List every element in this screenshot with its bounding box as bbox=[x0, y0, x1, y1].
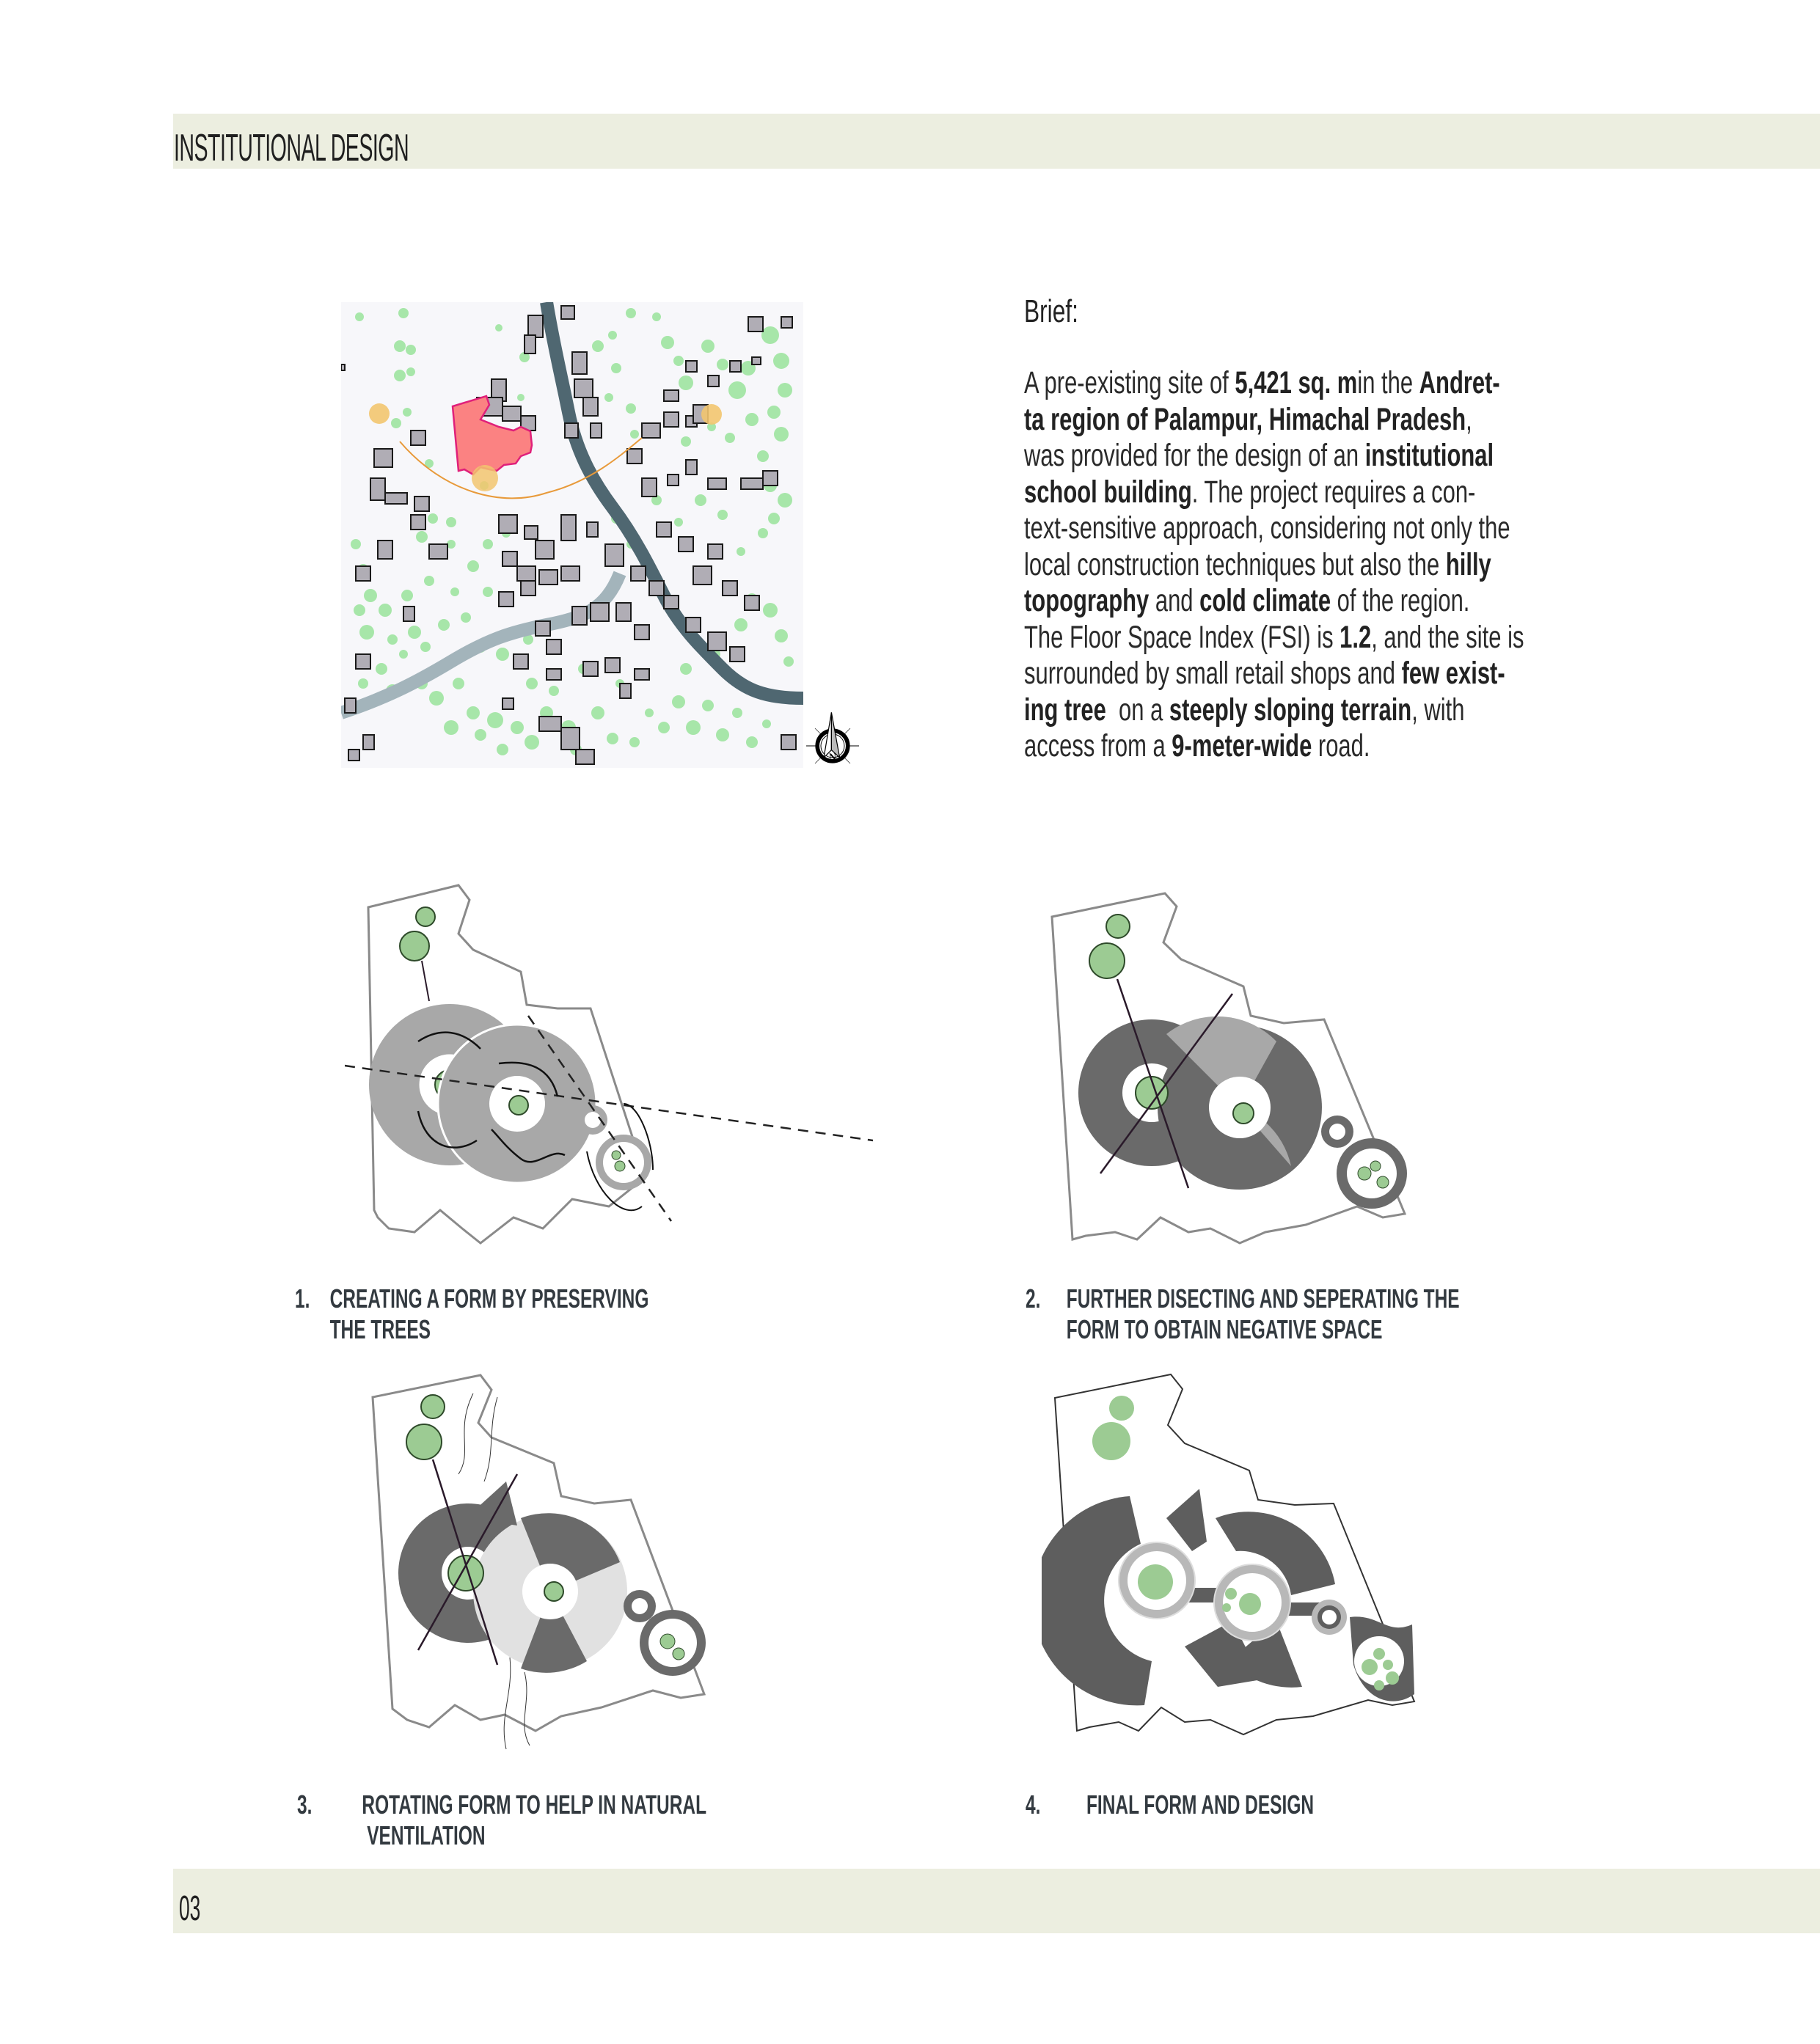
diagram-step-2 bbox=[1042, 880, 1467, 1254]
step-number: 2. bbox=[1026, 1283, 1041, 1314]
step-number: 1. bbox=[295, 1283, 310, 1314]
step-caption-line: CREATING A FORM BY PRESERVING bbox=[329, 1283, 649, 1314]
brief-section bbox=[1024, 293, 1538, 763]
brief-line: text-sensitive approach, considering not only the bbox=[1024, 510, 1510, 546]
ring-right bbox=[438, 1025, 596, 1183]
diagram-step-4 bbox=[1042, 1371, 1496, 1753]
step-number: 4. bbox=[1026, 1790, 1041, 1820]
sun-west bbox=[701, 404, 722, 425]
step-caption-line: FINAL FORM AND DESIGN bbox=[1086, 1790, 1315, 1820]
page-title: INSTITUTIONAL DESIGN bbox=[174, 127, 409, 169]
sun-east bbox=[369, 403, 390, 424]
step-caption-line: THE TREES bbox=[329, 1314, 431, 1344]
diagram-step-3 bbox=[337, 1364, 822, 1775]
brief-line: was provided for the design of an institutional bbox=[1024, 438, 1494, 473]
brief-line: ta region of Palampur, Himachal Pradesh, bbox=[1024, 401, 1472, 437]
step-caption-line: FORM TO OBTAIN NEGATIVE SPACE bbox=[1066, 1314, 1383, 1344]
brief-line: local construction techniques but also the hilly bbox=[1024, 546, 1491, 582]
step-caption-line: VENTILATION bbox=[362, 1820, 486, 1850]
diagram-step-1 bbox=[345, 884, 873, 1250]
brief-line: access from a 9-meter-wide road. bbox=[1024, 728, 1370, 763]
brief-title: Brief: bbox=[1024, 293, 1078, 329]
page-number: 03 bbox=[179, 1889, 201, 1928]
brief-line: The Floor Space Index (FSI) is 1.2, and the site is bbox=[1024, 619, 1524, 655]
brief-line: surrounded by small retail shops and few exist- bbox=[1024, 656, 1505, 691]
header-band bbox=[173, 114, 1820, 169]
north-compass-icon bbox=[803, 708, 862, 766]
sun-noon bbox=[472, 465, 498, 491]
site-context-map bbox=[341, 302, 803, 768]
brief-line: A pre-existing site of 5,421 sq. min the Andret- bbox=[1024, 365, 1500, 400]
brief-line: topography and cold climate of the region. bbox=[1024, 583, 1470, 618]
brief-line: ing tree on a steeply sloping terrain, with bbox=[1024, 692, 1465, 728]
step-caption-line: FURTHER DISECTING AND SEPERATING THE bbox=[1066, 1283, 1460, 1314]
brief-line: school building. The project requires a con- bbox=[1024, 474, 1476, 510]
step-number: 3. bbox=[297, 1790, 313, 1820]
step-caption-line: ROTATING FORM TO HELP IN NATURAL bbox=[362, 1790, 707, 1820]
svg-text:N: N bbox=[828, 751, 837, 762]
brief-body bbox=[1024, 365, 1538, 765]
footer-band bbox=[173, 1869, 1820, 1933]
